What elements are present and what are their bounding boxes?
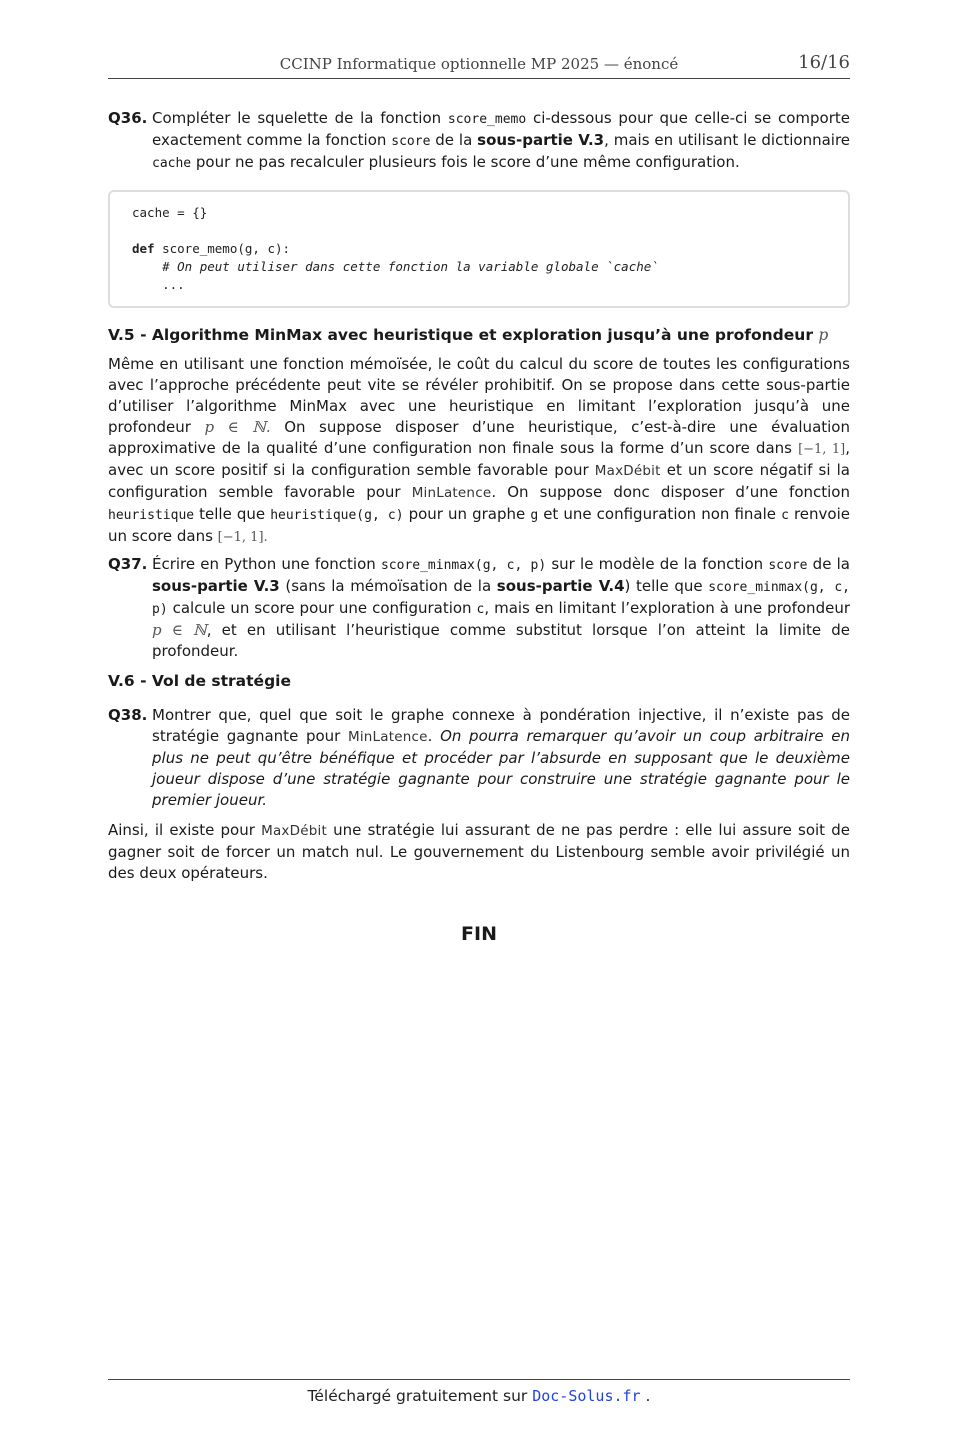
math-inline: [−1, 1] — [798, 442, 846, 457]
header-title: CCINP Informatique optionnelle MP 2025 — énoncé — [279, 55, 679, 73]
question-text: Écrire en Python une fonction score_minmax(g, c, p) sur le modèle de la fonction score de la sous-partie V.3 (sans la mémoïsation de la sous-partie V.4) telle que score_minmax(g, c, p) calcule un score pour une configuration c, mais en limitant l’exploration à une profondeur p ∈ ℕ, et en utilisant l’heuristique comme substitut lorsque l’on atteint la limite de profondeur. — [152, 555, 850, 660]
page-number: 16/16 — [798, 52, 850, 73]
math-inline: p ∈ ℕ — [152, 621, 207, 639]
question-number: Q38. — [108, 706, 148, 724]
player-name: MaxDébit — [594, 463, 661, 479]
bold-ref: sous-partie V.4 — [496, 577, 625, 595]
keyword: def — [132, 241, 155, 256]
code-line-blank — [132, 222, 826, 240]
section-title-v6: V.6 - Vol de stratégie — [108, 672, 291, 690]
code-inline: score — [391, 134, 431, 149]
code-inline: c — [476, 602, 485, 617]
page-body — [108, 108, 850, 945]
bold-ref: sous-partie V.3 — [152, 577, 280, 595]
footer-link[interactable]: Doc-Solus.fr — [532, 1387, 641, 1405]
math-inline: p ∈ ℕ. — [204, 418, 271, 436]
player-name: MinLatence — [348, 729, 428, 745]
question-number: Q37. — [108, 555, 148, 573]
question-37 — [108, 554, 850, 662]
code-line: def score_memo(g, c): — [132, 241, 291, 256]
math-inline: [−1, 1]. — [217, 530, 268, 545]
question-number: Q36. — [108, 109, 148, 127]
code-block — [108, 190, 850, 308]
question-text: Montrer que, quel que soit le graphe connexe à pondération injective, il n’existe pas de stratégie gagnante pour MinLatence. On pourra remarquer qu’avoir un coup arbitraire en plus ne peut qu’être bénéfique et procéder par l’absurde en supposant que le deuxième joueur dispose d’une stratégie gagnante pour construire une stratégie gagnante pour le premier joueur. — [152, 706, 850, 809]
hint-text: On pourra remarquer qu’avoir un coup arbitraire en plus ne peut qu’être bénéfique et procéder par l’absurde en supposant que le deuxième joueur dispose d’une stratégie gagnante pour construire une stratégie gagnante pour le premier joueur. — [152, 727, 850, 809]
page-header — [108, 52, 850, 79]
code-inline: score — [768, 558, 808, 573]
code-inline: cache — [152, 156, 192, 171]
footer-text: Téléchargé gratuitement sur — [307, 1387, 533, 1405]
section-v5-paragraph: Même en utilisant une fonction mémoïsée, le coût du calcul du score de toutes les configurations avec l’approche précédente peut vite se révéler prohibitif. On se propose dans cette sous-partie d’utiliser l’algorithme MinMax avec une heuristique en limitant l’exploration jusqu’à une profondeur p ∈ ℕ. On suppose disposer d’une heuristique, c’est-à-dire une évaluation approximative de la qualité d’une configuration non finale sous la forme d’un score dans [−1, 1], avec un score positif si la configuration semble favorable pour MaxDébit et un score négatif si la configuration semble favorable pour MinLatence. On suppose donc disposer d’une fonction heuristique telle que heuristique(g, c) pour un graphe g et une configuration non finale c renvoie un score dans [−1, 1]. — [108, 355, 851, 545]
code-inline: heuristique — [108, 508, 195, 523]
question-text: Compléter le squelette de la fonction score_memo ci-dessous pour que celle-ci se comporte exactement comme la fonction score de la sous-partie V.3, mais en utilisant le dictionnaire cache pour ne pas recalculer plusieurs fois le score d’une même configuration. — [152, 109, 851, 171]
code-inline: g — [530, 508, 539, 523]
bold-ref: sous-partie V.3 — [477, 131, 605, 149]
code-comment: # On peut utiliser dans cette fonction la variable globale `cache` — [132, 259, 659, 274]
conclusion-paragraph: Ainsi, il existe pour MaxDébit une stratégie lui assurant de ne pas perdre : elle lui assure soit de gagner soit de forcer un match nul. Le gouvernement du Listenbourg semble avoir privilégié un des deux opérateurs. — [108, 821, 851, 882]
player-name: MinLatence — [411, 485, 492, 501]
code-inline: score_memo — [447, 112, 527, 127]
question-38 — [108, 705, 850, 811]
page-footer: Téléchargé gratuitement sur Doc-Solus.fr . — [108, 1379, 850, 1405]
code-line: ... — [132, 277, 185, 292]
code-inline: heuristique(g, c) — [270, 508, 404, 523]
player-name: MaxDébit — [261, 823, 327, 839]
code-inline: score_minmax(g, c, p) — [380, 558, 547, 573]
code-line: cache = {} — [132, 205, 208, 220]
code-inline: c — [781, 508, 789, 523]
question-36 — [108, 108, 850, 174]
code-inline: score_minmax(g, c, p) — [152, 580, 850, 617]
section-title-v5: V.5 - Algorithme MinMax avec heuristique et exploration jusqu’à une profondeur p — [108, 326, 829, 344]
end-marker: FIN — [461, 923, 497, 945]
